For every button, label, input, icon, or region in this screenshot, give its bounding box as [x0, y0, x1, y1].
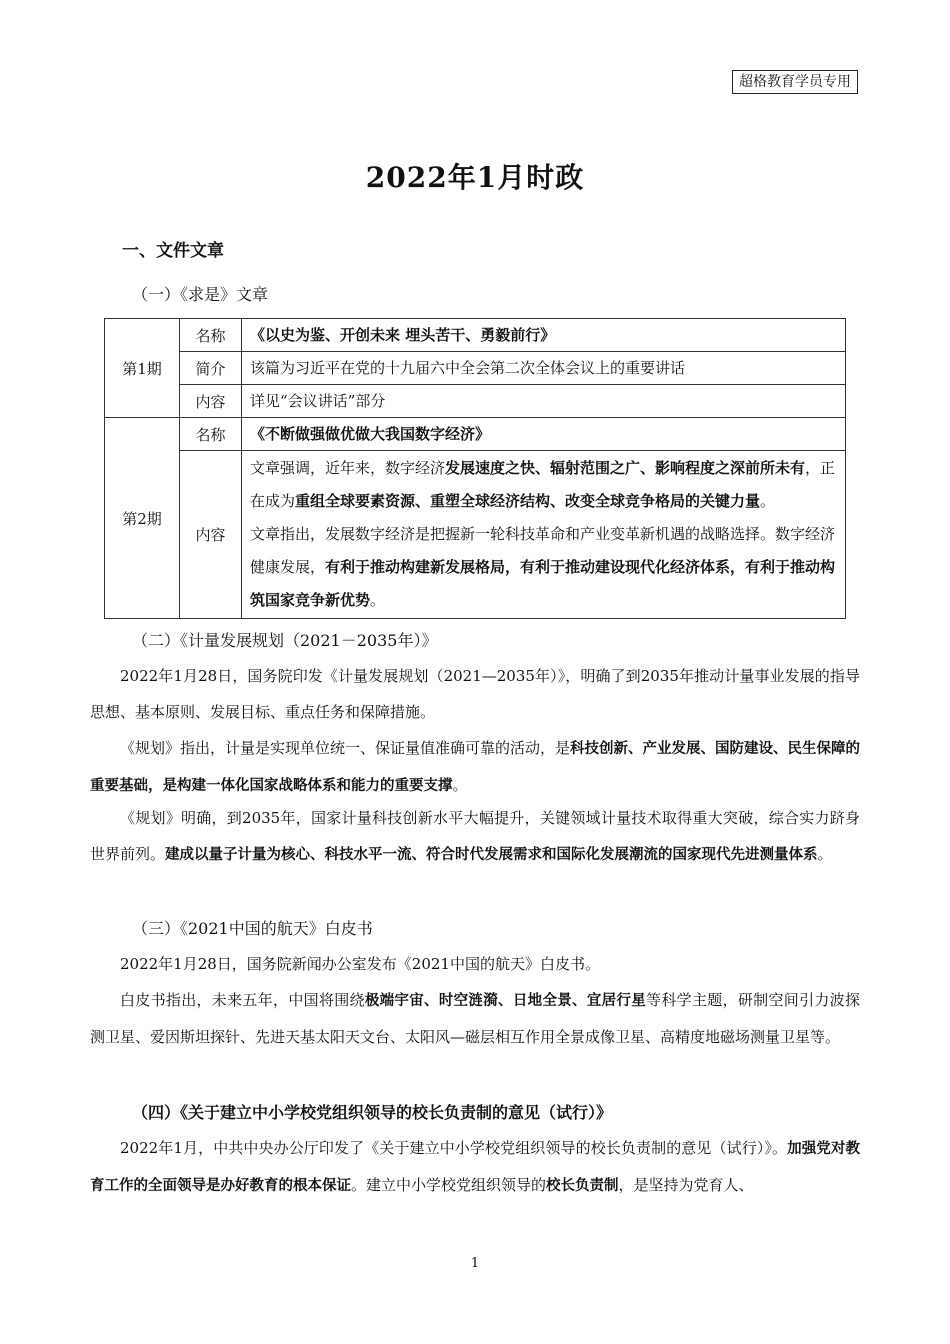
issue-1-content: 详见“会议讲话”部分 [242, 385, 846, 418]
table-row [105, 418, 846, 451]
issue-2-title: 《不断做强做优做大我国数字经济》 [242, 418, 846, 451]
paragraph: 《规划》指出，计量是实现单位统一、保证量值准确可靠的活动，是科技创新、产业发展、国防建设、民生保障的重要基础，是构建一体化国家战略体系和能力的重要支撑。 [90, 739, 861, 794]
paragraph: 白皮书指出，未来五年，中国将围绕极端宇宙、时空涟漪、日地全景、宜居行星等科学主题，研制空间引力波探测卫星、爱因斯坦探针、先进天基太阳天文台、太阳风—磁层相互作用全景成像卫星、高精度地磁场测量卫星等。 [90, 991, 860, 1046]
field-label-name: 名称 [180, 418, 242, 451]
issue-2-label: 第2期 [105, 418, 180, 619]
watermark-stamp: 超格教育学员专用 [732, 70, 858, 94]
subsection-heading-school-leadership: （四）《关于建立中小学校党组织领导的校长负责制的意见（试行）》 [132, 1103, 613, 1122]
issue-1-label: 第1期 [105, 319, 180, 418]
qiushi-articles-table [104, 318, 846, 619]
table-row [105, 385, 846, 418]
paragraph: 2022年1月28日，国务院新闻办公室发布《2021中国的航天》白皮书。 [120, 955, 600, 973]
paragraph: 2022年1月，中共中央办公厅印发了《关于建立中小学校党组织领导的校长负责制的意见（试行）》。加强党对教育工作的全面领导是办好教育的根本保证。建立中小学校党组织领导的校长负责制，是坚持为党育人、 [90, 1139, 860, 1194]
page-number: 1 [470, 1256, 480, 1271]
subsection-heading-space-whitepaper: （三）《2021中国的航天》白皮书 [132, 919, 373, 938]
section-heading-documents: 一、文件文章 [122, 241, 224, 261]
subsection-heading-metrology: （二）《计量发展规划（2021－2035年）》 [132, 631, 438, 650]
paragraph: 《规划》明确，到2035年，国家计量科技创新水平大幅提升，关键领域计量技术取得重大突破，综合实力跻身世界前列。建成以量子计量为核心、科技水平一流、符合时代发展需求和国际化发展潮流的国家现代先进测量体系。 [90, 809, 860, 863]
field-label-content: 内容 [180, 451, 242, 619]
paragraph: 2022年1月28日，国务院印发《计量发展规划（2021—2035年）》，明确了到2035年推动计量事业发展的指导思想、基本原则、发展目标、重点任务和保障措施。 [90, 667, 860, 721]
table-row [105, 451, 846, 619]
field-label-name: 名称 [180, 319, 242, 352]
table-row [105, 319, 846, 352]
subsection-heading-qiushi: （一）《求是》文章 [132, 285, 269, 304]
field-label-intro: 简介 [180, 352, 242, 385]
issue-1-title: 《以史为鉴、开创未来 埋头苦干、勇毅前行》 [242, 319, 846, 352]
issue-1-intro: 该篇为习近平在党的十九届六中全会第二次全体会议上的重要讲话 [242, 352, 846, 385]
table-row [105, 352, 846, 385]
page-title: 2022年1月时政 [365, 161, 585, 194]
issue-2-content: 文章强调，近年来，数字经济发展速度之快、辐射范围之广、影响程度之深前所未有，正在成为重组全球要素资源、重塑全球经济结构、改变全球竞争格局的关键力量。 文章指出，发展数字经济是把握新一轮科技革命和产业变革新机遇的战略选择。数字经济健康发展，有利于推动构建新发展格局，有利于推动建设现代化经济体系，有利于推动构筑国家竞争新优势。 [242, 451, 846, 619]
field-label-content: 内容 [180, 385, 242, 418]
